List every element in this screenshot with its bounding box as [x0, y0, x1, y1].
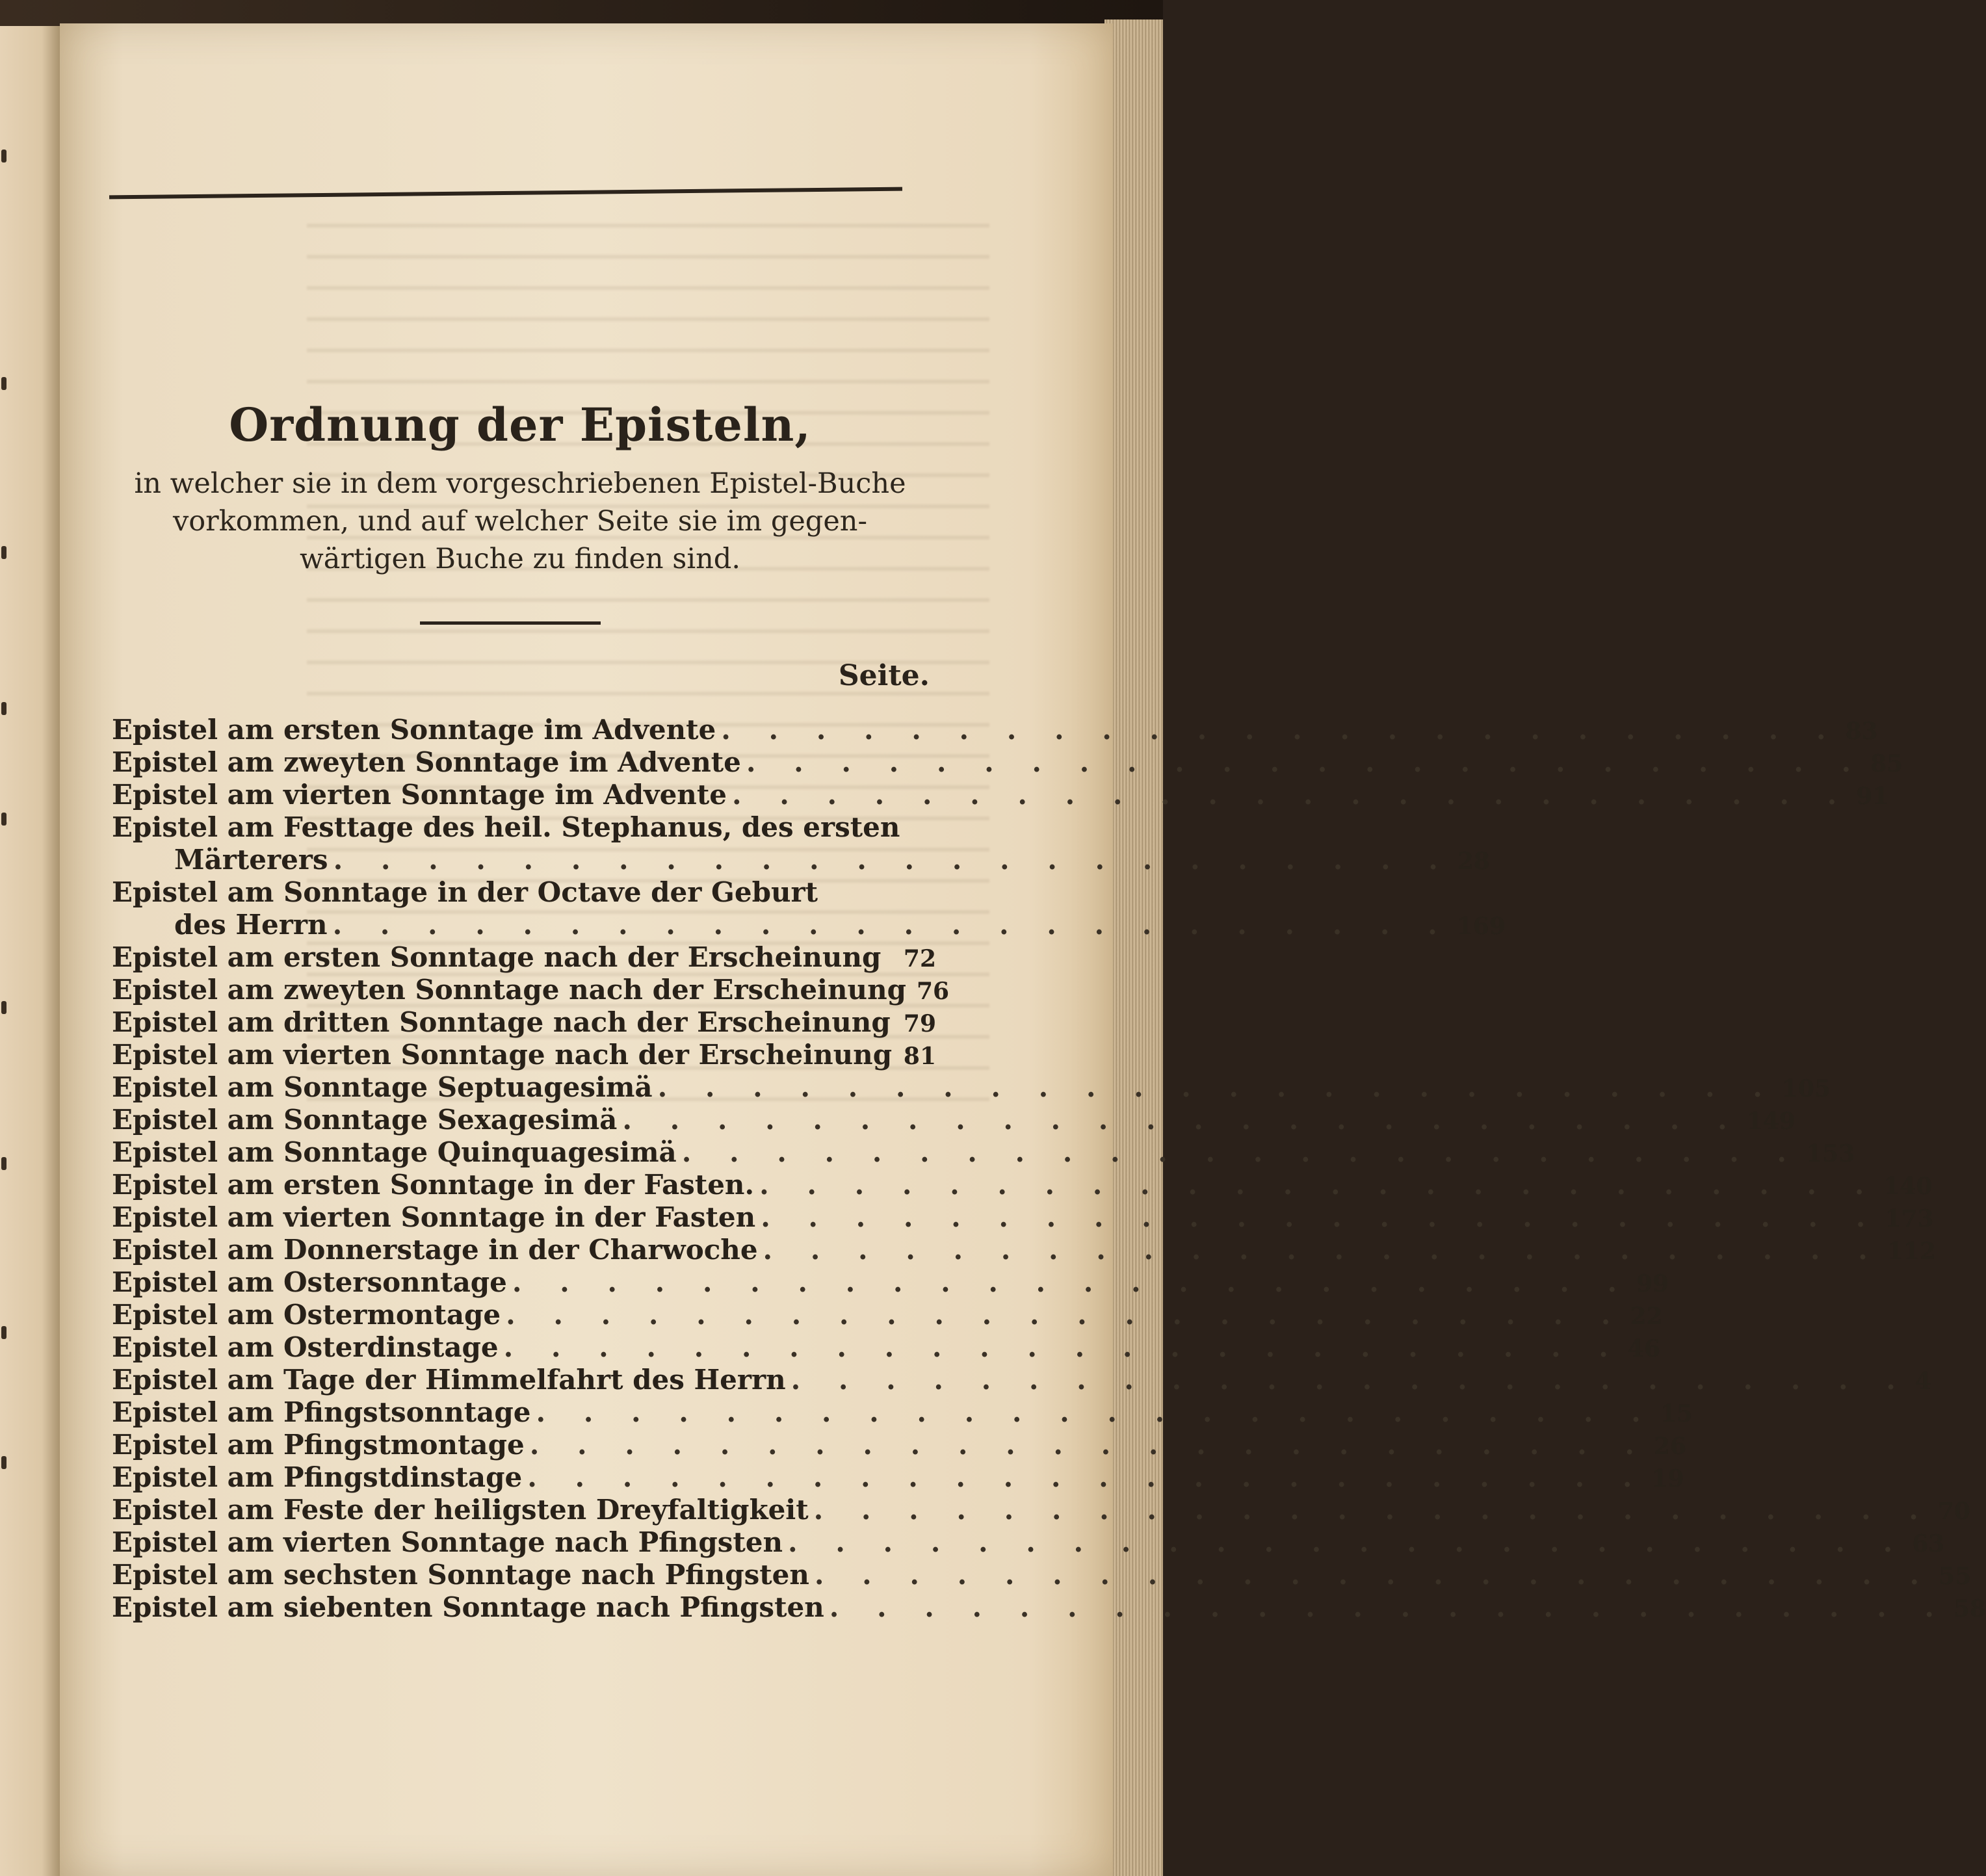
page-number: 70 — [1937, 1498, 1971, 1525]
dot-leader: . . . . . . . . . . . . . . . . . . . . . . . . — [759, 1169, 1879, 1201]
entry-title: Epistel am Pfingstsonntage — [112, 1396, 531, 1428]
entry-title: Epistel am Donnerstage in der Charwoche — [112, 1234, 758, 1266]
page-number: 91 — [1856, 783, 1889, 810]
facing-page-edge — [0, 26, 60, 1876]
toc-entry — [112, 1136, 1855, 1169]
entry-title: Epistel am Sonntage in der Octave der Geburt — [112, 876, 818, 908]
toc-entry — [112, 1006, 936, 1039]
page-number: 26 — [1653, 1433, 1687, 1460]
toc-entry — [112, 974, 950, 1006]
entry-title-continuation: Märterers — [174, 844, 328, 876]
entry-title: Epistel am Ostersonntage — [112, 1266, 507, 1298]
toc-entry — [112, 1364, 1931, 1396]
toc-entry — [112, 876, 1506, 941]
page-number: 173 — [1885, 1205, 1934, 1232]
dot-leader: . . . . . . . . . . . . . . . . . . . . . . . . — [529, 1429, 1649, 1461]
entry-title: Epistel am vierten Sonntage nach Pfingsten — [112, 1526, 783, 1558]
dot-leader: . . . . . . . . . . . . . . . . . . . . . . . . — [503, 1331, 1623, 1363]
dot-leader: . . . . . . . . . . . . . . . . . . . . . . . . — [622, 1104, 1742, 1136]
toc-entry — [112, 1104, 1796, 1136]
toc-entry — [112, 1234, 1936, 1266]
page-number: 72 — [903, 945, 936, 972]
toc-entry — [112, 779, 1889, 811]
dot-leader: . . . . . . . . . . . . . . . . . . . . . . . . — [788, 1526, 1907, 1558]
subtitle-line: vorkommen, und auf welcher Seite sie im gegen- — [172, 505, 867, 538]
entry-title: Epistel am Tage der Himmelfahrt des Herrn — [112, 1364, 786, 1396]
toc-entry — [112, 1461, 1684, 1494]
entry-title: Epistel am ersten Sonntage im Advente — [112, 714, 716, 746]
toc-entry — [112, 1429, 1687, 1461]
entry-title: Epistel am zweyten Sonntage im Advente — [112, 746, 741, 778]
entry-title: Epistel am Festtage des heil. Stephanus, des ersten — [112, 811, 900, 843]
page-number: 140 — [1883, 1173, 1933, 1200]
dot-leader: . . . . . . . . . . . . . . . . . . . . . . . . — [829, 1591, 1948, 1623]
dot-leader: . . . . . . . . . . . . . . . . . . . . . . . . — [790, 1364, 1910, 1396]
subtitle-line: in welcher sie in dem vorgeschriebenen Epistel-Buche — [134, 467, 906, 500]
page-number: 169 — [1456, 913, 1506, 940]
toc-entry — [112, 1039, 936, 1071]
dot-leader: . . . . . . . . . . . . . . . . . . . . . . . . — [527, 1461, 1647, 1493]
subtitle-line: wärtigen Buche zu finden sind. — [300, 543, 740, 575]
page-number: 4 — [1914, 1368, 1931, 1395]
toc-entry — [112, 1591, 1986, 1624]
toc-entry — [112, 714, 1878, 746]
entry-title: Epistel am sechsten Sonntage nach Pfingsten — [112, 1559, 809, 1591]
dot-leader: . . . . . . . . . . . . . . . . . . . . . . . . — [813, 1494, 1933, 1526]
page-column-header: Seite. — [838, 659, 930, 692]
entry-title: Epistel am dritten Sonntage nach der Erscheinung — [112, 1006, 891, 1038]
toc-entry — [112, 811, 1490, 876]
page-number: 149 — [1746, 1108, 1796, 1135]
toc-entry — [112, 1299, 1663, 1331]
dot-leader: . . . . . . . . . . . . . . . . . . . . . . . . — [512, 1266, 1632, 1298]
entry-title: Epistel am Pfingstmontage — [112, 1429, 525, 1461]
page-number: 15 — [1660, 1400, 1693, 1427]
dot-leader: . . . . . . . . . . . . . . . . . . . . . . . . — [536, 1396, 1655, 1428]
page-number: 63 — [1912, 1530, 1945, 1557]
toc-entry — [112, 1331, 1661, 1364]
dot-leader: . . . . . . . . . . . . . . . . . . . . . . . . — [761, 1201, 1880, 1233]
toc-entry — [112, 941, 936, 974]
dot-leader: . . . . . . . . . . . . . . . . . . . . . . . . — [814, 1559, 1934, 1591]
dot-leader: . . . . . . . . . . . . . . . . . . . . . . . . — [763, 1234, 1882, 1266]
toc-entry — [112, 1266, 1669, 1299]
toc-entry — [112, 1526, 1945, 1559]
page-number: 76 — [916, 978, 950, 1005]
entry-title: Epistel am Pfingstdinstage — [112, 1461, 523, 1493]
page-number: 19 — [1651, 1465, 1684, 1492]
page-title: Ordnung der Episteln, — [229, 398, 811, 452]
toc-entry — [112, 1396, 1693, 1429]
page-number: 28 — [1457, 848, 1490, 875]
page-number: 58 — [1953, 1595, 1986, 1622]
toc-entry — [112, 1169, 1933, 1201]
entry-title: Epistel am vierten Sonntage nach der Erscheinung — [112, 1039, 893, 1071]
page-number: 112 — [1887, 1238, 1936, 1265]
dot-leader: . . . . . . . . . . . . . . . . . . . . . . . . — [731, 779, 1851, 811]
entry-title: Epistel am ersten Sonntage in der Fasten. — [112, 1169, 755, 1201]
page-number: 85 — [1870, 750, 1903, 777]
entry-title: Epistel am Feste der heiligsten Dreyfaltigkeit — [112, 1494, 809, 1526]
dot-leader: . . . . . . . . . . . . . . . . . . . . . . . . — [681, 1136, 1801, 1168]
page-number: 46 — [1627, 1335, 1661, 1362]
page-number: 22 — [1630, 1303, 1663, 1330]
entry-title-continuation: des Herrn — [174, 909, 328, 941]
table-of-contents — [112, 714, 1986, 1624]
entry-title: Epistel am Ostermontage — [112, 1299, 501, 1331]
dot-leader: . . . . . . . . . . . . . . . . . . . . . . . . — [332, 909, 1452, 941]
page-number: 79 — [903, 1010, 936, 1037]
page-number: 55 — [1939, 1563, 1972, 1590]
entry-title: Epistel am Sonntage Septuagesimä — [112, 1071, 653, 1103]
dot-leader: . . . . . . . . . . . . . . . . . . . . . . . . — [657, 1071, 1777, 1103]
toc-entry — [112, 1201, 1934, 1234]
page-number: 153 — [1806, 1140, 1855, 1167]
entry-title: Epistel am Sonntage Quinquagesimä — [112, 1136, 677, 1168]
dot-leader: . . . . . . . . . . . . . . . . . . . . . . . . — [721, 714, 1840, 746]
entry-title: Epistel am vierten Sonntage in der Fasten — [112, 1201, 756, 1233]
toc-entry — [112, 746, 1903, 779]
toc-entry — [112, 1071, 1831, 1104]
entry-title: Epistel am ersten Sonntage nach der Erscheinung — [112, 941, 882, 973]
page-subtitle — [104, 465, 936, 578]
entry-title: Epistel am Osterdinstage — [112, 1331, 499, 1363]
dot-leader: . . . . . . . . . . . . . . . . . . . . . . . . — [506, 1299, 1625, 1331]
entry-title: Epistel am vierten Sonntage im Advente — [112, 779, 727, 811]
section-divider — [420, 621, 601, 625]
entry-title: Epistel am zweyten Sonntage nach der Erscheinung — [112, 974, 906, 1006]
toc-entry — [112, 1494, 1971, 1526]
dot-leader: . . . . . . . . . . . . . . . . . . . . . . . . — [746, 746, 1866, 778]
page-number: 81 — [903, 1043, 936, 1070]
page-number: 105 — [1781, 1075, 1831, 1102]
dot-leader: . . . . . . . . . . . . . . . . . . . . . . . . — [333, 844, 1452, 876]
page-number: 99 — [1636, 1270, 1669, 1297]
toc-entry — [112, 1559, 1972, 1591]
entry-title: Epistel am Sonntage Sexagesimä — [112, 1104, 618, 1136]
page-number: 83 — [1845, 718, 1878, 745]
entry-title: Epistel am siebenten Sonntage nach Pfingsten — [112, 1591, 824, 1623]
